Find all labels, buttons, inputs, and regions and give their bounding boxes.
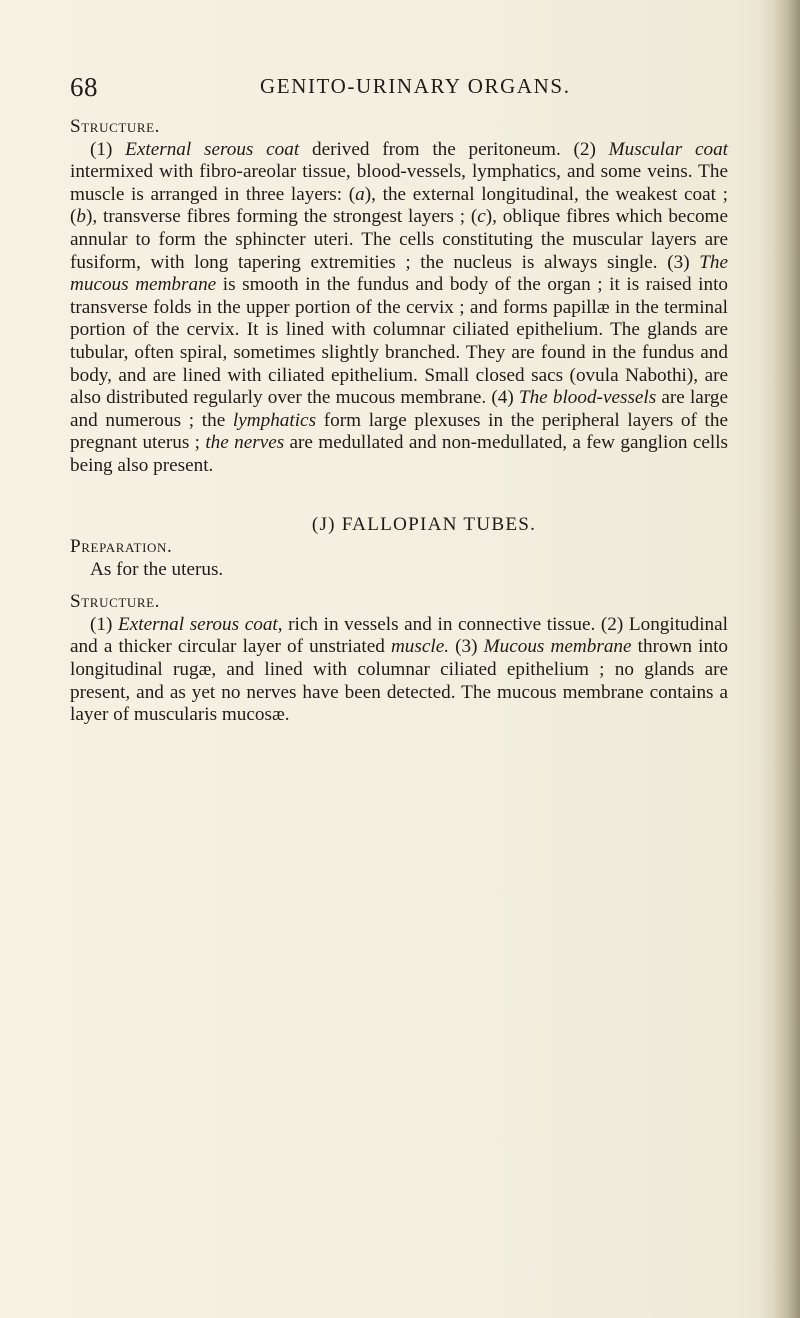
page-number: 68 (70, 72, 98, 102)
structure-heading-2: Structure. (70, 591, 161, 613)
running-title: GENITO-URINARY ORGANS. (260, 74, 571, 98)
preparation-text: As for the uterus. (90, 558, 224, 580)
preparation-heading: Preparation. (70, 536, 173, 558)
page-header (70, 72, 710, 108)
page-body (70, 116, 728, 727)
uterus-structure-paragraph: (1) External serous coat derived from the peritoneum. (2) Muscular coat intermixed with fibro-areolar tissue, blood-vessels, lymphatics, and some veins. The muscle is arranged in three layers: (a), the external longitudinal, the weakest coat ; (b), transverse fibres forming the strongest layers ; (c), oblique fibres which become annular to form the sphincter uteri. The cells constituting the muscular layers are fusiform, with long tapering extremities ; the nucleus is always single. (3) The mucous membrane is smooth in the fundus and body of the organ ; it is raised into transverse folds in the upper portion of the cervix ; and forms papillæ in the terminal portion of the cervix. It is lined with columnar ciliated epithelium. The glands are tubular, often spiral, sometimes slightly branched. They are found in the fundus and body, and are lined with ciliated epithelium. Small closed sacs (ovula Nabothi), are also distributed regularly over the mucous membrane. (4) The blood-vessels are large and numerous ; the lymphatics form large plexuses in the peripheral layers of the pregnant uterus ; the nerves are medullated and non-medullated, a few ganglion cells being also present. (70, 138, 729, 476)
fallopian-tubes-title: (J) FALLOPIAN TUBES. (311, 513, 537, 535)
structure-heading: Structure. (70, 116, 161, 137)
fallopian-structure-paragraph: (1) External serous coat, rich in vessels and in connective tissue. (2) Longitudinal and a thicker circular layer of unstriated muscle. (3) Mucous membrane thrown into longitudinal rugæ, and lined with columnar ciliated epithelium ; no glands are present, and as yet no nerves have been detected. The mucous membrane contains a layer of muscularis mucosæ. (70, 613, 729, 726)
page-edge-shadow (758, 0, 800, 1318)
